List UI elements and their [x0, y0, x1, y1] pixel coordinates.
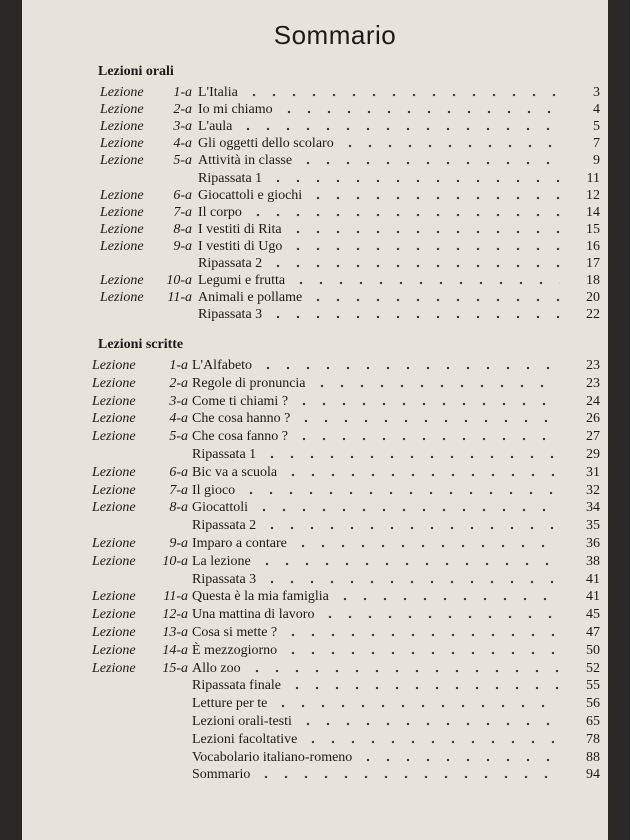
lesson-word: Lezione	[92, 429, 136, 445]
page-number: 24	[586, 393, 600, 409]
toc-entry	[22, 731, 608, 749]
page-title: Sommario	[273, 20, 397, 50]
page-number: 16	[586, 238, 600, 254]
page-number: 4	[593, 102, 600, 118]
lesson-word: Lezione	[92, 482, 136, 498]
lesson-number: 13-a	[162, 625, 188, 640]
page-number: 47	[586, 625, 600, 640]
page-number: 26	[586, 411, 600, 427]
page-number: 23	[586, 375, 600, 391]
toc-entry	[22, 221, 608, 239]
lesson-word: Lezione	[100, 290, 144, 306]
leader-dots	[294, 434, 560, 444]
lesson-number: 15-a	[162, 660, 188, 676]
entry-title: Giocattoli e giochi	[198, 187, 303, 203]
page-number: 41	[586, 571, 600, 587]
toc-entry	[22, 482, 608, 500]
toc-entry	[22, 238, 608, 256]
lesson-word: Lezione	[92, 660, 136, 676]
lesson-number: 2-a	[173, 102, 192, 118]
lesson-number: 9-a	[173, 238, 192, 254]
leader-dots	[312, 381, 560, 391]
lesson-number: 1-a	[173, 85, 192, 100]
lesson-number: 12-a	[162, 607, 188, 623]
entry-title: Sommario	[192, 767, 251, 783]
leader-dots	[303, 737, 560, 747]
leader-dots	[248, 210, 560, 220]
leader-dots	[273, 701, 560, 711]
lesson-number: 1-a	[169, 358, 188, 373]
leader-dots	[283, 630, 560, 640]
lesson-word: Lezione	[92, 589, 136, 605]
page-number: 14	[586, 204, 600, 220]
entry-title: La lezione	[192, 553, 251, 569]
leader-dots	[247, 666, 560, 676]
lesson-word: Lezione	[100, 102, 144, 118]
page-number: 17	[586, 256, 600, 271]
lesson-number: 5-a	[169, 429, 188, 445]
entry-title: Ripassata 1	[198, 170, 263, 186]
toc-entry	[22, 553, 608, 571]
toc-entry	[22, 375, 608, 393]
page-number: 12	[586, 187, 600, 203]
toc-entry	[22, 571, 608, 589]
toc-entry	[22, 255, 608, 273]
leader-dots	[358, 755, 560, 765]
lesson-word: Lezione	[92, 393, 136, 409]
page-number: 29	[586, 447, 600, 462]
entry-title: L'Alfabeto	[192, 358, 253, 373]
page-number: 94	[586, 767, 600, 783]
toc-entry	[22, 464, 608, 482]
leader-dots	[335, 594, 560, 604]
lesson-word: Lezione	[92, 358, 136, 373]
page-number: 5	[593, 119, 600, 135]
lesson-number: 4-a	[169, 411, 188, 427]
toc-entry	[22, 84, 608, 102]
lesson-word: Lezione	[100, 238, 144, 254]
leader-dots	[298, 719, 560, 729]
lesson-number: 7-a	[169, 482, 188, 498]
leader-dots	[294, 399, 560, 409]
lesson-number: 2-a	[169, 375, 188, 391]
lesson-word: Lezione	[100, 187, 144, 203]
entry-title: Legumi e frutta	[198, 273, 286, 289]
leader-dots	[262, 577, 560, 587]
leader-dots	[288, 227, 560, 237]
lesson-word: Lezione	[100, 85, 144, 100]
page-number: 55	[586, 678, 600, 694]
leader-dots	[308, 295, 560, 305]
toc-entry	[22, 187, 608, 205]
entry-title: Ripassata 1	[192, 447, 257, 462]
page-number: 88	[586, 749, 600, 765]
leader-dots	[320, 612, 560, 622]
lesson-word: Lezione	[92, 607, 136, 623]
leader-dots	[340, 141, 560, 151]
toc-entry	[22, 170, 608, 188]
entry-title: Lezioni facoltative	[192, 731, 298, 747]
entry-title: Che cosa hanno ?	[192, 411, 291, 427]
toc-entry	[22, 713, 608, 731]
entry-title: Vocabolario italiano-romeno	[192, 749, 353, 765]
leader-dots	[258, 363, 560, 373]
entry-title: Gli oggetti dello scolaro	[198, 136, 334, 152]
leader-dots	[308, 193, 560, 203]
leader-dots	[298, 158, 560, 168]
toc-entry	[22, 393, 608, 411]
lesson-word: Lezione	[92, 500, 136, 516]
toc-entry	[22, 624, 608, 642]
entry-title: Ripassata finale	[192, 678, 282, 694]
toc-entry	[22, 695, 608, 713]
toc-entry	[22, 446, 608, 464]
page-number: 78	[586, 731, 600, 747]
lesson-word: Lezione	[100, 119, 144, 135]
lesson-number: 10-a	[166, 273, 192, 289]
toc-entry	[22, 677, 608, 695]
toc-entry	[22, 606, 608, 624]
toc-entry	[22, 410, 608, 428]
lesson-word: Lezione	[100, 153, 144, 169]
toc-entry	[22, 101, 608, 119]
entry-title: Questa è la mia famiglia	[192, 589, 329, 605]
toc-entry	[22, 642, 608, 660]
leader-dots	[257, 559, 560, 569]
page-number: 11	[586, 170, 600, 186]
page-number: 23	[586, 358, 600, 373]
lesson-number: 4-a	[173, 136, 192, 152]
lesson-number: 8-a	[173, 221, 192, 237]
lesson-number: 11-a	[163, 589, 188, 605]
lesson-number: 5-a	[173, 153, 192, 169]
page-number: 65	[586, 714, 600, 729]
lesson-word: Lezione	[92, 553, 136, 569]
leader-dots	[283, 470, 560, 480]
toc-entry	[22, 588, 608, 606]
entry-title: Regole di pronuncia	[192, 375, 306, 391]
lesson-word: Lezione	[100, 204, 144, 220]
lesson-number: 3-a	[169, 393, 188, 409]
page-number: 35	[586, 518, 600, 534]
toc-entry	[22, 204, 608, 222]
page-number: 52	[586, 660, 600, 676]
entry-title: Animali e pollame	[198, 290, 303, 306]
leader-dots	[262, 523, 560, 533]
toc-entry	[22, 517, 608, 535]
entry-title: Bic va a scuola	[192, 464, 278, 480]
entry-title: L'Italia	[198, 85, 238, 100]
leader-dots	[256, 772, 560, 782]
entry-title: Ripassata 2	[198, 256, 263, 271]
toc-entry	[22, 306, 608, 324]
entry-title: I vestiti di Rita	[198, 221, 282, 237]
page-number: 34	[586, 500, 600, 516]
leader-dots	[279, 107, 560, 117]
page-number: 56	[586, 696, 600, 712]
lesson-word: Lezione	[92, 625, 136, 640]
leader-dots	[287, 683, 560, 693]
entry-title: Giocattoli	[192, 500, 248, 516]
entry-title: Attività in classe	[198, 153, 293, 169]
lesson-number: 3-a	[173, 119, 192, 135]
toc-entry	[22, 499, 608, 517]
toc-entry	[22, 535, 608, 553]
lesson-number: 10-a	[162, 553, 188, 569]
book-page	[22, 0, 608, 840]
leader-dots	[268, 312, 560, 322]
page-number: 38	[586, 553, 600, 569]
lesson-word: Lezione	[92, 642, 136, 658]
leader-dots	[296, 416, 560, 426]
page-number: 45	[586, 607, 600, 623]
leader-dots	[262, 452, 560, 462]
leader-dots	[241, 488, 560, 498]
entry-title: Io mi chiamo	[198, 102, 273, 118]
lesson-word: Lezione	[100, 273, 144, 289]
lesson-number: 8-a	[169, 500, 188, 516]
leader-dots	[254, 505, 560, 515]
page-number: 9	[593, 153, 600, 169]
leader-dots	[283, 648, 560, 658]
leader-dots	[244, 90, 560, 100]
toc-entry	[22, 428, 608, 446]
leader-dots	[288, 244, 560, 254]
entry-title: I vestiti di Ugo	[198, 238, 283, 254]
lesson-word: Lezione	[92, 464, 136, 480]
page-number: 50	[586, 642, 600, 658]
page-number: 32	[586, 482, 600, 498]
entry-title: Ripassata 3	[198, 307, 263, 323]
toc-entry	[22, 749, 608, 767]
toc-entry	[22, 357, 608, 375]
entry-title: Cosa si mette ?	[192, 625, 278, 640]
entry-title: Letture per te	[192, 696, 268, 712]
page-number: 18	[586, 273, 600, 289]
section-heading: Lezioni orali	[98, 64, 174, 79]
leader-dots	[268, 261, 560, 271]
entry-title: Lezioni orali-testi	[192, 714, 292, 729]
entry-title: Come ti chiami ?	[192, 393, 289, 409]
page-number: 41	[586, 589, 600, 605]
page-number: 20	[586, 290, 600, 306]
toc-entry	[22, 118, 608, 136]
page-number: 22	[586, 307, 600, 323]
entry-title: È mezzogiorno	[192, 642, 278, 658]
toc-entry	[22, 660, 608, 678]
entry-title: Imparo a contare	[192, 536, 287, 551]
lesson-word: Lezione	[100, 136, 144, 152]
lesson-number: 6-a	[169, 464, 188, 480]
lesson-word: Lezione	[92, 411, 136, 427]
leader-dots	[293, 541, 560, 551]
lesson-word: Lezione	[92, 536, 136, 551]
lesson-word: Lezione	[100, 221, 144, 237]
page-number: 3	[593, 85, 600, 100]
entry-title: L'aula	[198, 119, 233, 135]
entry-title: Ripassata 3	[192, 571, 257, 587]
entry-title: Che cosa fanno ?	[192, 429, 289, 445]
toc-entry	[22, 135, 608, 153]
entry-title: Il gioco	[192, 482, 236, 498]
section-heading: Lezioni scritte	[98, 337, 184, 352]
leader-dots	[268, 176, 560, 186]
page-number: 15	[586, 221, 600, 237]
page-number: 31	[586, 464, 600, 480]
lesson-word: Lezione	[92, 375, 136, 391]
toc-entry	[22, 152, 608, 170]
lesson-number: 9-a	[169, 536, 188, 551]
entry-title: Allo zoo	[192, 660, 241, 676]
entry-title: Il corpo	[198, 204, 242, 220]
lesson-number: 7-a	[173, 204, 192, 220]
entry-title: Una mattina di lavoro	[192, 607, 315, 623]
toc-entry	[22, 766, 608, 784]
toc-entry	[22, 289, 608, 307]
entry-title: Ripassata 2	[192, 518, 257, 534]
lesson-number: 11-a	[167, 290, 192, 306]
page-number: 7	[593, 136, 600, 152]
leader-dots	[238, 124, 560, 134]
page-number: 27	[586, 429, 600, 445]
lesson-number: 6-a	[173, 187, 192, 203]
leader-dots	[291, 278, 560, 288]
page-number: 36	[586, 536, 600, 551]
lesson-number: 14-a	[162, 642, 188, 658]
toc-entry	[22, 272, 608, 290]
